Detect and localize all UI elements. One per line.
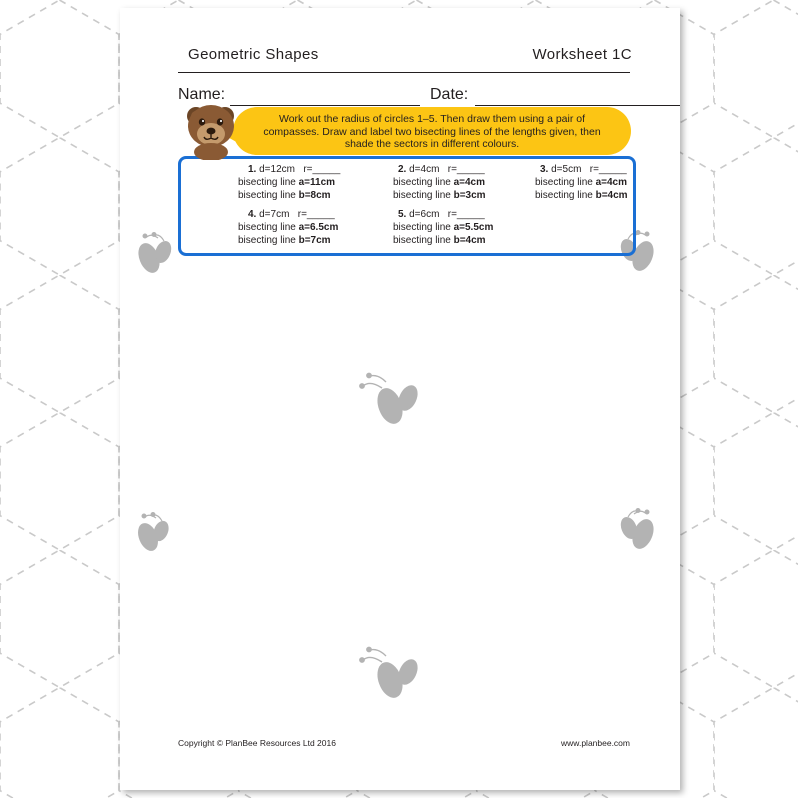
date-input-line[interactable] (475, 105, 680, 106)
bisecting-line-a-value: a=4cm (595, 177, 628, 188)
bee-icon (128, 232, 180, 280)
bisecting-line-b-prefix: bisecting line (238, 190, 299, 201)
website-text[interactable]: www.planbee.com (561, 738, 630, 748)
name-input-line[interactable] (230, 105, 420, 106)
page-title: Geometric Shapes (188, 46, 319, 63)
bear-mascot-icon (180, 100, 242, 160)
bisecting-line-a-value: a=4cm (453, 177, 486, 188)
bisecting-line-b-value: b=3cm (453, 190, 486, 201)
bisecting-line-a-prefix: bisecting line (238, 177, 299, 188)
date-label: Date: (430, 86, 469, 103)
worksheet-number: Worksheet 1C (532, 46, 632, 63)
bee-icon (352, 372, 428, 430)
worksheet-footer (178, 738, 630, 752)
questions-box (178, 156, 636, 256)
bisecting-line-a-prefix: bisecting line (238, 222, 299, 233)
name-label: Name: (178, 86, 226, 103)
question-radius-prompt[interactable]: r=_____ (303, 164, 341, 175)
bisecting-line-b-prefix: bisecting line (393, 235, 454, 246)
bisecting-line-b-value: b=8cm (298, 190, 331, 201)
bee-icon (612, 508, 664, 556)
worksheet-header (120, 46, 680, 72)
bisecting-line-a-prefix: bisecting line (393, 177, 454, 188)
header-divider (178, 72, 630, 73)
question-diameter: d=6cm (409, 209, 440, 220)
bisecting-line-b-prefix: bisecting line (238, 235, 299, 246)
bisecting-line-b-prefix: bisecting line (393, 190, 454, 201)
question-diameter: d=7cm (259, 209, 290, 220)
bisecting-line-b-value: b=4cm (595, 190, 628, 201)
question-diameter: d=12cm (259, 164, 295, 175)
question-number: 2. (398, 164, 407, 175)
bisecting-line-a-prefix: bisecting line (393, 222, 454, 233)
bisecting-line-a-prefix: bisecting line (535, 177, 596, 188)
bisecting-line-b-value: b=7cm (298, 235, 331, 246)
bisecting-line-b-prefix: bisecting line (535, 190, 596, 201)
instruction-text: Work out the radius of circles 1–5. Then draw them using a pair of compasses. Draw and label two bisecting lines of the lengths given, then shade the sectors in different colours. (263, 113, 601, 150)
question-diameter: d=5cm (551, 164, 582, 175)
question-radius-prompt[interactable]: r=_____ (589, 164, 627, 175)
bee-icon (128, 512, 178, 558)
question-radius-prompt[interactable]: r=_____ (297, 209, 335, 220)
bisecting-line-b-value: b=4cm (453, 235, 486, 246)
bisecting-line-a-value: a=11cm (298, 177, 336, 188)
question-number: 4. (248, 209, 257, 220)
question-number: 3. (540, 164, 549, 175)
bisecting-line-a-value: a=6.5cm (298, 222, 339, 233)
question-number: 1. (248, 164, 257, 175)
copyright-text: Copyright © PlanBee Resources Ltd 2016 (178, 738, 336, 748)
question-diameter: d=4cm (409, 164, 440, 175)
instruction-bubble (233, 107, 631, 155)
question-radius-prompt[interactable]: r=_____ (447, 209, 485, 220)
question-number: 5. (398, 209, 407, 220)
bee-icon (352, 646, 428, 704)
bisecting-line-a-value: a=5.5cm (453, 222, 494, 233)
question-radius-prompt[interactable]: r=_____ (447, 164, 485, 175)
